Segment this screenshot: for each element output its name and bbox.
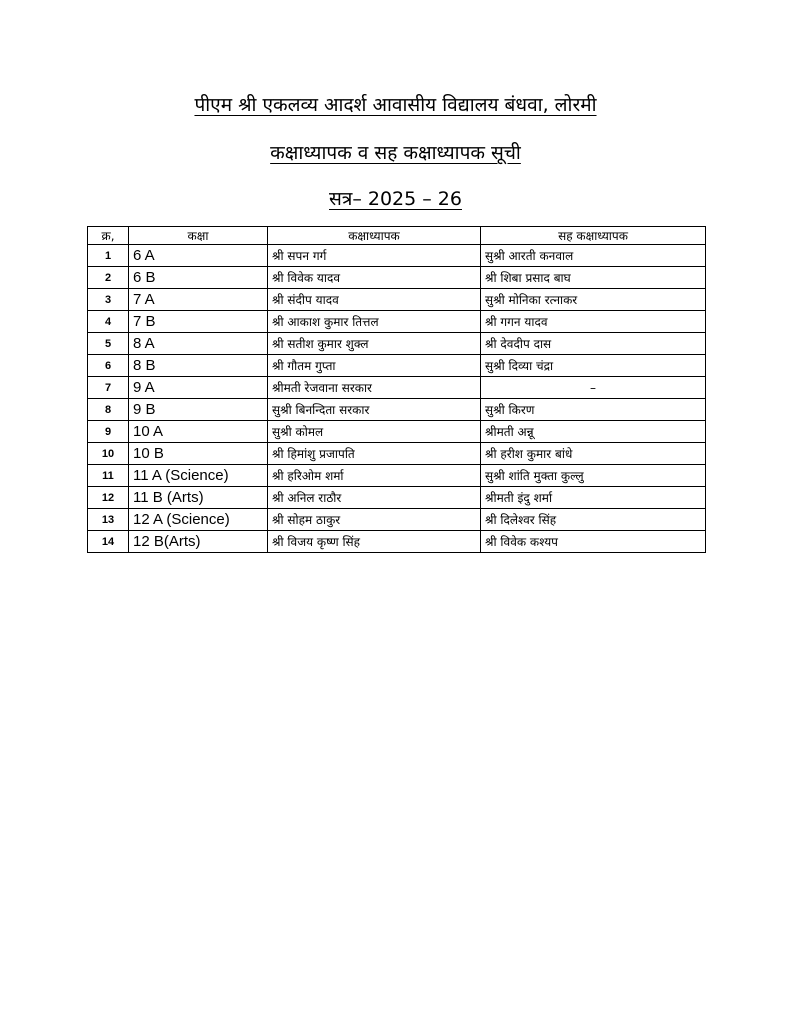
class-teacher-cell: सुश्री कोमल	[268, 421, 481, 443]
serial-number-cell: 13	[88, 509, 129, 531]
column-header-serial: क्र,	[88, 227, 129, 245]
class-teacher-cell: श्री सतीश कुमार शुक्ल	[268, 333, 481, 355]
session-heading	[0, 186, 791, 212]
class-cell: 12 B(Arts)	[129, 531, 268, 553]
table-row	[88, 311, 706, 333]
class-cell: 6 A	[129, 245, 268, 267]
table-body	[88, 245, 706, 553]
table-row	[88, 267, 706, 289]
class-cell: 9 A	[129, 377, 268, 399]
serial-number-cell: 12	[88, 487, 129, 509]
table-row	[88, 487, 706, 509]
serial-number-cell: 5	[88, 333, 129, 355]
table-row	[88, 333, 706, 355]
class-teacher-table	[87, 226, 706, 553]
class-teacher-cell: श्री विजय कृष्ण सिंह	[268, 531, 481, 553]
class-teacher-cell: श्री हरिओम शर्मा	[268, 465, 481, 487]
class-teacher-cell: श्री अनिल राठौर	[268, 487, 481, 509]
list-title-heading	[0, 140, 791, 166]
co-class-teacher-cell: श्री विवेक कश्यप	[481, 531, 706, 553]
table-row	[88, 531, 706, 553]
column-header-class: कक्षा	[129, 227, 268, 245]
table-row	[88, 245, 706, 267]
class-teacher-cell: श्रीमती रेजवाना सरकार	[268, 377, 481, 399]
serial-number-cell: 11	[88, 465, 129, 487]
table-row	[88, 399, 706, 421]
table-row	[88, 443, 706, 465]
class-cell: 8 B	[129, 355, 268, 377]
co-class-teacher-cell: श्री देवदीप दास	[481, 333, 706, 355]
serial-number-cell: 4	[88, 311, 129, 333]
school-name-heading	[0, 92, 791, 118]
serial-number-cell: 7	[88, 377, 129, 399]
class-cell: 11 B (Arts)	[129, 487, 268, 509]
serial-number-cell: 9	[88, 421, 129, 443]
class-cell: 7 A	[129, 289, 268, 311]
co-class-teacher-cell: सुश्री दिव्या चंद्रा	[481, 355, 706, 377]
list-title: कक्षाध्यापक व सह कक्षाध्यापक सूची	[270, 142, 521, 164]
co-class-teacher-cell: श्रीमती अन्नू	[481, 421, 706, 443]
class-cell: 8 A	[129, 333, 268, 355]
serial-number-cell: 6	[88, 355, 129, 377]
co-class-teacher-cell: सुश्री किरण	[481, 399, 706, 421]
serial-number-cell: 14	[88, 531, 129, 553]
column-header-class-teacher: कक्षाध्यापक	[268, 227, 481, 245]
class-teacher-cell: सुश्री बिनन्दिता सरकार	[268, 399, 481, 421]
co-class-teacher-cell: –	[481, 377, 706, 399]
table-row	[88, 509, 706, 531]
column-header-co-class-teacher: सह कक्षाध्यापक	[481, 227, 706, 245]
co-class-teacher-cell: श्री गगन यादव	[481, 311, 706, 333]
class-teacher-cell: श्री विवेक यादव	[268, 267, 481, 289]
table-row	[88, 421, 706, 443]
class-teacher-cell: श्री संदीप यादव	[268, 289, 481, 311]
school-name: पीएम श्री एकलव्य आदर्श आवासीय विद्यालय बंधवा, लोरमी	[194, 94, 597, 116]
co-class-teacher-cell: सुश्री शांति मुक्ता कुल्लु	[481, 465, 706, 487]
class-cell: 7 B	[129, 311, 268, 333]
table-row	[88, 289, 706, 311]
class-teacher-cell: श्री आकाश कुमार तित्तल	[268, 311, 481, 333]
co-class-teacher-cell: सुश्री मोनिका रत्नाकर	[481, 289, 706, 311]
class-cell: 10 B	[129, 443, 268, 465]
class-cell: 11 A (Science)	[129, 465, 268, 487]
class-cell: 12 A (Science)	[129, 509, 268, 531]
table-row	[88, 355, 706, 377]
table-header-row	[88, 227, 706, 245]
table-row	[88, 377, 706, 399]
class-teacher-cell: श्री हिमांशु प्रजापति	[268, 443, 481, 465]
serial-number-cell: 10	[88, 443, 129, 465]
co-class-teacher-cell: श्री हरीश कुमार बांधे	[481, 443, 706, 465]
serial-number-cell: 3	[88, 289, 129, 311]
co-class-teacher-cell: श्री दिलेश्वर सिंह	[481, 509, 706, 531]
class-cell: 6 B	[129, 267, 268, 289]
class-teacher-cell: श्री सपन गर्ग	[268, 245, 481, 267]
class-cell: 9 B	[129, 399, 268, 421]
co-class-teacher-cell: श्रीमती इंदु शर्मा	[481, 487, 706, 509]
class-teacher-cell: श्री गौतम गुप्ता	[268, 355, 481, 377]
co-class-teacher-cell: श्री शिबा प्रसाद बाघ	[481, 267, 706, 289]
serial-number-cell: 1	[88, 245, 129, 267]
serial-number-cell: 8	[88, 399, 129, 421]
class-teacher-cell: श्री सोहम ठाकुर	[268, 509, 481, 531]
co-class-teacher-cell: सुश्री आरती कनवाल	[481, 245, 706, 267]
table-row	[88, 465, 706, 487]
class-cell: 10 A	[129, 421, 268, 443]
session-label: सत्र– 2025 – 26	[329, 188, 462, 210]
serial-number-cell: 2	[88, 267, 129, 289]
